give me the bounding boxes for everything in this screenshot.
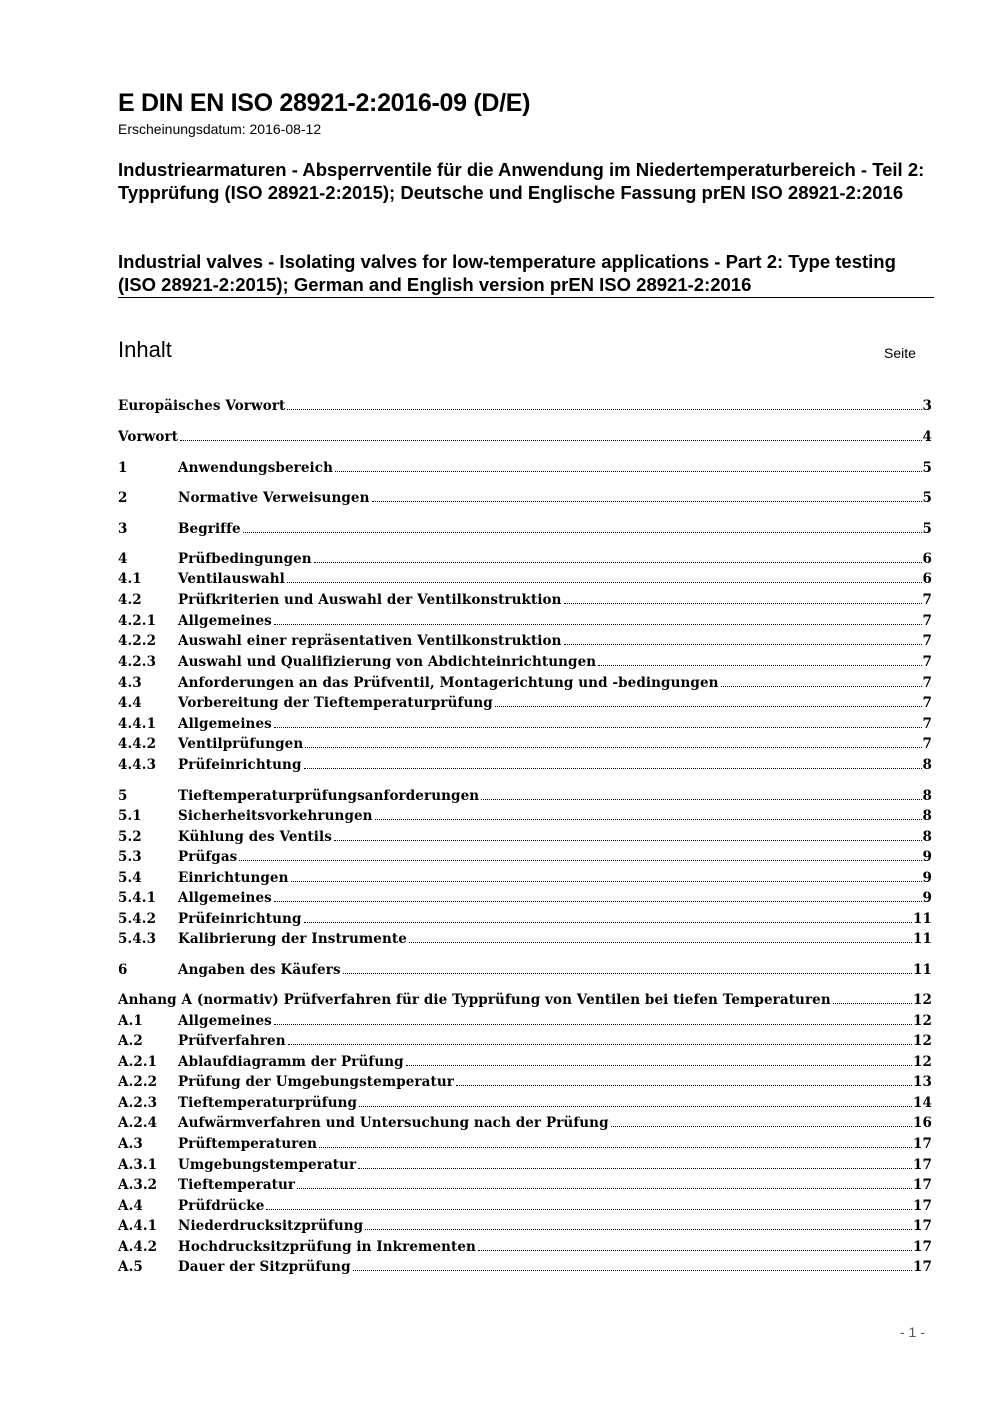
toc-entry-page: 17 <box>913 1157 932 1173</box>
toc-entry[interactable] <box>118 629 932 649</box>
toc-entry-title: Prüfdrücke <box>178 1198 265 1214</box>
toc-entry-page: 11 <box>913 962 932 978</box>
toc-dot-leader <box>611 1126 912 1127</box>
toc-entry-title: Prüftemperaturen <box>178 1136 318 1152</box>
toc-entry-number: 1 <box>118 460 128 476</box>
toc-dot-leader <box>478 1250 912 1251</box>
toc-entry-title: Prüfeinrichtung <box>178 911 302 927</box>
toc-entry-page: 9 <box>922 870 932 886</box>
toc-entry-title: Vorbereitung der Tieftemperaturprüfung <box>178 695 493 711</box>
toc-entry-page: 17 <box>913 1218 932 1234</box>
toc-dot-leader <box>274 1024 912 1025</box>
toc-entry-page: 7 <box>922 736 932 752</box>
toc-dot-leader <box>564 644 922 645</box>
toc-entry-number: 4.2 <box>118 592 142 608</box>
toc-entry-number: 4.3 <box>118 675 142 691</box>
toc-entry-number: 4.1 <box>118 571 142 587</box>
toc-entry-title: Niederdrucksitzprüfung <box>178 1218 364 1234</box>
toc-entry-page: 6 <box>922 571 932 587</box>
toc-entry[interactable] <box>118 1173 932 1193</box>
toc-entry-title: Anforderungen an das Prüfventil, Montagerichtung und -bedingungen <box>178 675 719 691</box>
toc-entry[interactable] <box>118 1153 932 1173</box>
toc-entry-number: 4.2.2 <box>118 633 157 649</box>
toc-dot-leader <box>287 582 922 583</box>
toc-entry-page: 11 <box>913 931 932 947</box>
toc-entry-number: 6 <box>118 962 128 978</box>
toc-dot-leader <box>721 686 922 687</box>
toc-entry-title: Einrichtungen <box>178 870 289 886</box>
toc-entry[interactable] <box>118 588 932 608</box>
toc-entry-page: 7 <box>922 613 932 629</box>
toc-entry-number: A.1 <box>118 1013 143 1029</box>
toc-entry-title: Tieftemperaturprüfung <box>178 1095 358 1111</box>
toc-entry[interactable] <box>118 1111 932 1131</box>
toc-entry[interactable] <box>118 732 932 752</box>
toc-entry[interactable] <box>118 394 932 414</box>
toc-entry-number: 5.3 <box>118 849 142 865</box>
toc-entry-page: 8 <box>922 808 932 824</box>
toc-entry[interactable] <box>118 927 932 947</box>
toc-entry-number: A.4.2 <box>118 1239 158 1255</box>
toc-entry-number: 5.4 <box>118 870 142 886</box>
toc-entry-title: Vorwort <box>118 429 179 445</box>
toc-dot-leader <box>297 1188 912 1189</box>
toc-entry-page: 13 <box>913 1074 932 1090</box>
toc-entry[interactable] <box>118 1050 932 1070</box>
toc-entry-page: 5 <box>922 460 932 476</box>
toc-entry-number: 2 <box>118 490 128 506</box>
toc-entry-title: Allgemeines <box>178 890 272 906</box>
toc-entry[interactable] <box>118 456 932 476</box>
toc-entry[interactable] <box>118 1132 932 1152</box>
toc-entry-title: Allgemeines <box>178 1013 272 1029</box>
toc-entry-number: A.2.2 <box>118 1074 158 1090</box>
toc-entry-title: Tieftemperaturprüfungsanforderungen <box>178 788 480 804</box>
toc-entry[interactable] <box>118 567 932 587</box>
toc-entry-page: 7 <box>922 654 932 670</box>
toc-entry-number: A.3.1 <box>118 1157 158 1173</box>
toc-entry-title: Angaben des Käufers <box>178 962 341 978</box>
toc-entry-number: 4 <box>118 551 128 567</box>
toc-dot-leader <box>456 1085 912 1086</box>
toc-entry-number: 4.4.3 <box>118 757 157 773</box>
toc-entry-page: 17 <box>913 1259 932 1275</box>
toc-entry[interactable] <box>118 486 932 506</box>
toc-entry[interactable] <box>118 1091 932 1111</box>
toc-entry[interactable] <box>118 958 932 978</box>
toc-entry-page: 12 <box>913 992 932 1008</box>
toc-entry[interactable] <box>118 753 932 773</box>
toc-entry-number: A.3 <box>118 1136 143 1152</box>
toc-entry-page: 17 <box>913 1136 932 1152</box>
toc-entry[interactable] <box>118 907 932 927</box>
toc-entry-page: 17 <box>913 1177 932 1193</box>
toc-entry-title: Begriffe <box>178 521 241 537</box>
toc-page-column-label: Seite <box>884 345 916 361</box>
title-english: Industrial valves - Isolating valves for low-temperature applications - Part 2: Type testing (ISO 28921-2:2015); German and English version prEN ISO 28921-2:2016 <box>118 251 896 295</box>
toc-entry-page: 7 <box>922 675 932 691</box>
toc-entry-page: 7 <box>922 695 932 711</box>
toc-heading: Inhalt <box>118 337 172 362</box>
toc-dot-leader <box>314 562 922 563</box>
toc-entry-number: A.2 <box>118 1033 143 1049</box>
toc-dot-leader <box>481 799 921 800</box>
toc-dot-leader <box>564 603 922 604</box>
toc-entry[interactable] <box>118 866 932 886</box>
toc-dot-leader <box>291 881 922 882</box>
toc-entry-title: Normative Verweisungen <box>178 490 370 506</box>
toc-entry[interactable] <box>118 1029 932 1049</box>
toc-entry-title: Ventilprüfungen <box>178 736 304 752</box>
toc-dot-leader <box>239 860 921 861</box>
toc-entry[interactable] <box>118 825 932 845</box>
toc-dot-leader <box>406 1065 912 1066</box>
toc-entry-number: A.2.1 <box>118 1054 158 1070</box>
toc-entry-title: Prüfkriterien und Auswahl der Ventilkonstruktion <box>178 592 562 608</box>
toc-dot-leader <box>343 973 912 974</box>
toc-dot-leader <box>305 747 921 748</box>
toc-dot-leader <box>359 1106 912 1107</box>
toc-entry-page: 8 <box>922 788 932 804</box>
toc-entry-number: 5.2 <box>118 829 142 845</box>
toc-entry-number: 5.4.3 <box>118 931 157 947</box>
toc-entry-title: Allgemeines <box>178 716 272 732</box>
toc-dot-leader <box>334 840 922 841</box>
toc-entry[interactable] <box>118 1214 932 1234</box>
toc-entry-title: Prüfung der Umgebungstemperatur <box>178 1074 454 1090</box>
toc-entry[interactable] <box>118 988 932 1008</box>
toc-entry-title: Aufwärmverfahren und Untersuchung nach der Prüfung <box>178 1115 609 1131</box>
toc-entry-page: 12 <box>913 1013 932 1029</box>
toc-dot-leader <box>409 942 912 943</box>
toc-entry[interactable] <box>118 691 932 711</box>
toc-entry-title: Anwendungsbereich <box>178 460 334 476</box>
toc-entry-title: Prüfeinrichtung <box>178 757 302 773</box>
toc-dot-leader <box>274 901 922 902</box>
toc-entry-title: Auswahl und Qualifizierung von Abdichteinrichtungen <box>178 654 597 670</box>
toc-entry-page: 17 <box>913 1239 932 1255</box>
toc-dot-leader <box>180 440 921 441</box>
toc-entry[interactable] <box>118 517 932 537</box>
publication-date: Erscheinungsdatum: 2016-08-12 <box>118 121 322 137</box>
toc-entry-title: Anhang A (normativ) Prüfverfahren für die Typprüfung von Ventilen bei tiefen Temperaturen <box>118 992 831 1008</box>
toc-entry-page: 3 <box>922 398 932 414</box>
toc-entry-title: Hochdrucksitzprüfung in Inkrementen <box>178 1239 476 1255</box>
document-title: E DIN EN ISO 28921-2:2016-09 (D/E) <box>118 89 531 117</box>
toc-dot-leader <box>274 727 922 728</box>
toc-entry-title: Umgebungstemperatur <box>178 1157 357 1173</box>
title-german: Industriearmaturen - Absperrventile für die Anwendung im Niedertemperaturbereich - Teil 2: Typprüfung (ISO 28921-2:2015); Deutsche und Englische Fassung prEN ISO 28921-2:2016 <box>118 159 925 203</box>
toc-dot-leader <box>495 706 922 707</box>
toc-entry-number: 5.4.1 <box>118 890 157 906</box>
toc-entry-page: 11 <box>913 911 932 927</box>
toc-entry-title: Tieftemperatur <box>178 1177 296 1193</box>
toc-entry-title: Allgemeines <box>178 613 272 629</box>
toc-entry-number: 5.4.2 <box>118 911 157 927</box>
toc-entry-number: A.2.4 <box>118 1115 158 1131</box>
toc-entry-title: Auswahl einer repräsentativen Ventilkonstruktion <box>178 633 562 649</box>
toc-entry[interactable] <box>118 886 932 906</box>
toc-entry[interactable] <box>118 425 932 445</box>
toc-entry[interactable] <box>118 650 932 670</box>
toc-entry[interactable] <box>118 609 932 629</box>
toc-entry[interactable] <box>118 804 932 824</box>
toc-entry-page: 9 <box>922 849 932 865</box>
toc-entry-page: 12 <box>913 1054 932 1070</box>
toc-entry-page: 16 <box>913 1115 932 1131</box>
title-divider <box>118 297 934 298</box>
toc-dot-leader <box>358 1168 912 1169</box>
toc-entry-page: 7 <box>922 592 932 608</box>
toc-entry-number: 4.2.1 <box>118 613 157 629</box>
toc-entry-page: 6 <box>922 551 932 567</box>
toc-entry[interactable] <box>118 547 932 567</box>
toc-entry[interactable] <box>118 1194 932 1214</box>
toc-dot-leader <box>319 1147 912 1148</box>
toc-entry-title: Kühlung des Ventils <box>178 829 332 845</box>
toc-dot-leader <box>243 532 922 533</box>
toc-entry-number: A.3.2 <box>118 1177 158 1193</box>
toc-dot-leader <box>274 624 922 625</box>
toc-dot-leader <box>365 1229 912 1230</box>
toc-dot-leader <box>372 501 922 502</box>
toc-dot-leader <box>375 819 922 820</box>
toc-entry-title: Prüfverfahren <box>178 1033 286 1049</box>
toc-entry-number: 4.4.2 <box>118 736 157 752</box>
toc-entry-title: Ventilauswahl <box>178 571 285 587</box>
toc-entry[interactable] <box>118 845 932 865</box>
toc-entry-page: 4 <box>922 429 932 445</box>
toc-dot-leader <box>288 1044 912 1045</box>
toc-dot-leader <box>304 768 922 769</box>
toc-entry-page: 7 <box>922 633 932 649</box>
toc-entry-number: A.5 <box>118 1259 143 1275</box>
toc-entry[interactable] <box>118 671 932 691</box>
toc-entry[interactable] <box>118 1255 932 1275</box>
toc-entry-page: 9 <box>922 890 932 906</box>
toc-entry-number: 4.4.1 <box>118 716 157 732</box>
toc-entry[interactable] <box>118 784 932 804</box>
toc-entry[interactable] <box>118 712 932 732</box>
toc-entry-number: A.2.3 <box>118 1095 158 1111</box>
toc-entry-page: 12 <box>913 1033 932 1049</box>
toc-entry-title: Kalibrierung der Instrumente <box>178 931 407 947</box>
toc-entry-page: 8 <box>922 757 932 773</box>
toc-dot-leader <box>304 922 912 923</box>
toc-entry[interactable] <box>118 1009 932 1029</box>
toc-entry-number: A.4 <box>118 1198 143 1214</box>
toc-entry-number: 5 <box>118 788 128 804</box>
toc-entry[interactable] <box>118 1070 932 1090</box>
toc-dot-leader <box>335 471 921 472</box>
toc-entry-number: 3 <box>118 521 128 537</box>
toc-dot-leader <box>833 1003 912 1004</box>
toc-entry-page: 17 <box>913 1198 932 1214</box>
toc-entry-title: Prüfbedingungen <box>178 551 312 567</box>
toc-entry-number: 4.4 <box>118 695 142 711</box>
toc-entry[interactable] <box>118 1235 932 1255</box>
toc-entry-title: Prüfgas <box>178 849 238 865</box>
toc-dot-leader <box>266 1209 912 1210</box>
toc-dot-leader <box>353 1270 912 1271</box>
toc-entry-number: 4.2.3 <box>118 654 157 670</box>
toc-entry-title: Europäisches Vorwort <box>118 398 286 414</box>
toc-dot-leader <box>287 409 921 410</box>
toc-entry-number: A.4.1 <box>118 1218 158 1234</box>
page-number: - 1 - <box>900 1324 925 1340</box>
toc-entry-page: 8 <box>922 829 932 845</box>
toc-entry-page: 5 <box>922 490 932 506</box>
toc-dot-leader <box>598 665 921 666</box>
toc-entry-title: Ablaufdiagramm der Prüfung <box>178 1054 404 1070</box>
toc-entry-title: Sicherheitsvorkehrungen <box>178 808 373 824</box>
toc-entry-page: 5 <box>922 521 932 537</box>
toc-entry-title: Dauer der Sitzprüfung <box>178 1259 351 1275</box>
toc-entry-page: 14 <box>913 1095 932 1111</box>
toc-entry-number: 5.1 <box>118 808 142 824</box>
toc-entry-page: 7 <box>922 716 932 732</box>
